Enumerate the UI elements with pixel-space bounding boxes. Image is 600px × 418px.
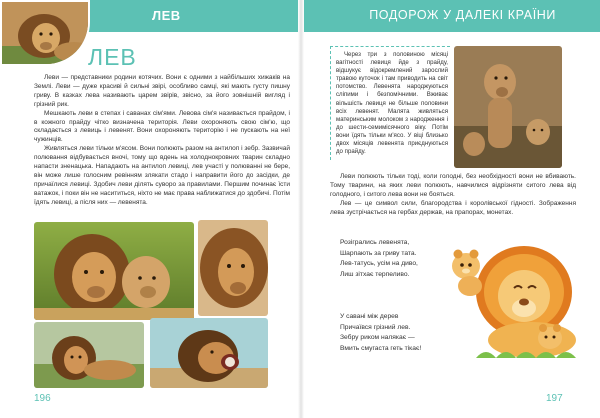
poem-line: Зебру риком налякає — (340, 334, 415, 342)
roaring-lion-photo (150, 318, 268, 388)
right-page-box-text (336, 51, 448, 156)
poem-line: Лиш зітхає терпеливо. (340, 271, 410, 279)
paragraph: Через три з половиною місяці вагітності левиця йде з прайду, відшукує відокремлений зарослий травою куточок і там приводить на світ потомство. Левенята народжуються сліпими і безпомічними. Вживає вільшість левиця не більше половини всіх левенят. Малята живляться материнським молоком з народження і до шести-семимісячного віку. Потім вони їдять тільки м'ясо. У віці близько двох місяців левенята приєднуються до прайду. (336, 51, 448, 156)
corner-lion-photo (0, 0, 90, 66)
paragraph: Мешкають леви в степах і саванах сім'ями. Левова сім'я називається прайдом, і в кожного прайду чітко визначена територія. Леви охороняють свою сім'ю, що складається з левиць і левенят. Вони охороняють територію і не пускають на неї чужинців. (34, 109, 290, 144)
poem-line: У савані між дерев (340, 313, 399, 320)
paragraph: Живляться леви тільки м'ясом. Вони полюють разом на антилоп і зебр. Зазвичай полювання відбувається вночі, тому що вдень на холоднокровних тварин складно напасти зненацька. Нападають на антилоп левиці, лев участі у полюванні не бере, він може лише голосним ревінням злякати стадо і направити його до засідки, де причаїлися левиці. Здобич леви ділять суворо за правилами. Першим починає їсти ватажок, і поки він не насититься, ніхто не має права наближатися до здобичі. Потім їдять левиці, а після них — левенята. (34, 145, 290, 206)
left-page-text (34, 74, 290, 208)
paragraph: Леви — представники родини котячих. Вони є одними з найбільших хижаків на Землі. Леви — дуже красиві й сильні звірі, особливо самці, які мають густу пишну гриву. В казках лева називають царем звірів, звісно, за його зовнішній вигляд і грізний рик. (34, 74, 290, 108)
poem-line: Розігрались левенята, (340, 239, 410, 246)
page-number-right: 197 (546, 393, 563, 404)
lion-face-photo (198, 220, 268, 316)
paragraph: Леви полюють тільки тоді, коли голодні, без необхідності вони не вбивають. Тому тварини, на яких леви полюють, навчилися відрізняти ситого лева від голодного, і ситого лева вони не бояться. (330, 173, 576, 198)
page-number-left: 196 (34, 393, 51, 404)
cartoon-lion-illustration (436, 240, 580, 360)
header-right-title: ПОДОРОЖ У ДАЛЕКІ КРАЇНИ (369, 8, 556, 22)
page-title: ЛЕВ (88, 44, 137, 70)
poem-line: Шарпають за гриву тата. (340, 249, 417, 257)
right-page-text (330, 172, 576, 217)
lion-couple-photo (34, 222, 194, 320)
paragraph: Лев — це символ сили, благородства і королівської гідності. Зображення лева зустрічається на гербах держав, на прапорах, монетах. (330, 200, 576, 216)
lioness-cubs-photo (454, 46, 562, 168)
poem-cubs (340, 238, 418, 281)
poem-savanna (340, 312, 421, 355)
lion-lying-photo (34, 322, 144, 388)
book-gutter (298, 0, 304, 418)
header-left-title: ЛЕВ (152, 8, 181, 23)
poem-line: Причаївся грізний лев. (340, 323, 411, 331)
poem-line: Вмить смугаста геть тікає! (340, 345, 422, 353)
poem-line: Лев-татусь, усім на диво, (340, 260, 418, 268)
